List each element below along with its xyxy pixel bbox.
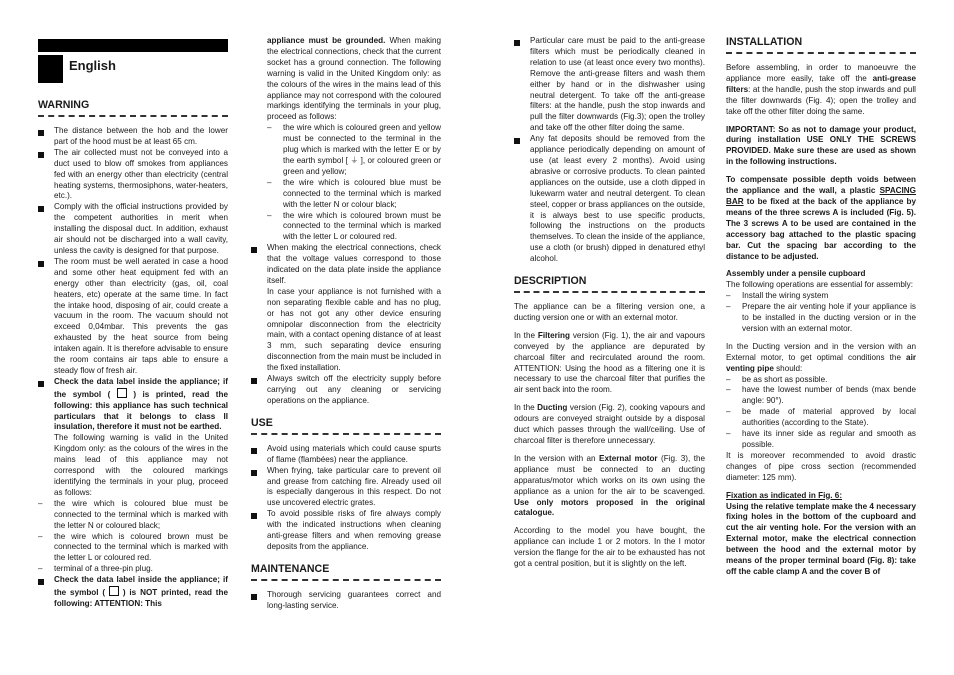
warning-item: The room must be well aerated in case a hood and some other heat equipment fed with an energy other than electricity (gas, oil, coal heaters, etc) operate at the same time. In fact the intake hood, disposing of air, could create a vacuum in the room. The vacuum should not exceed 0,04mbar. This prevents the gas exhausted by the heat source from being intaken again. It is therefore advisable to ensure the room contains air taps able to ensure a steady flow of fresh air.	[38, 257, 228, 377]
desc-text: In the version with an	[514, 453, 600, 463]
fixation-title: Fixation as indicated in Fig. 6:	[726, 490, 843, 500]
spacing-bar-term: SPACING BAR	[726, 186, 916, 206]
maintenance-item: Thorough servicing guarantees correct and long-lasting service.	[251, 590, 441, 612]
desc-text: In the	[514, 330, 538, 340]
header-bar	[38, 39, 228, 52]
desc-term: Ducting	[537, 403, 568, 413]
warning-item: Comply with the official instructions provided by the competent authorities in merit when installing the disposal duct. In addition, exhaust air should not be discharged into a wall cavity, unless the cavity is designed for that purpose.	[38, 202, 228, 257]
desc-text: version (Fig. 1), the air and vapours conveyed by the appliance are depurated by charcoal filter and recirculated around the room. ATTENTION: Using the hood as a filtering one it is necessary to use the charcoal filter that purifies the air sent back into the room.	[514, 330, 705, 395]
ducting-dash: – have its inner side as regular and smooth as possible.	[726, 429, 916, 451]
desc-term: External motor	[599, 453, 658, 463]
ducting-paragraph	[726, 342, 916, 375]
desc-paragraph	[514, 331, 705, 396]
desc-paragraph: According to the model you have bought, the appliance can include 1 or 2 motors. In the I motor version the flange for the air to be exhausted has not got a central position, but it is slightly on the left.	[514, 526, 705, 569]
desc-term: Filtering	[537, 330, 570, 340]
installation-title: INSTALLATION	[726, 36, 803, 48]
column-1	[38, 36, 228, 610]
class2-heading-a: Check the data label inside the appliance; if the symbol (	[54, 376, 228, 399]
earth-dash: – the wire which is coloured brown must be connected to the terminal which is marked with the letter L or coloured red.	[267, 211, 441, 244]
pensile-dash: – Install the wiring system	[726, 291, 916, 302]
class2-symbol-icon	[117, 388, 127, 398]
earth-dash: – the wire which is coloured green and yellow must be connected to the terminal in the plug which is marked with the letter E or by the earth symbol [ ⏚ ], or coloured green or green and yellow;	[267, 123, 441, 178]
use-title: USE	[251, 416, 273, 429]
maintenance-item: Particular care must be paid to the anti-grease filters which must be periodically cleaned in relation to use (at least once every two months). Remove the anti-grease filters and wash them either by hand or in the dishwasher using neutral detergent. To take off the anti-grease filters: at the handle, push the stop inwards and pull the filter downwards (Fig.3); open the trolley and take off the other filter doing the same.	[514, 36, 705, 134]
use-item: To avoid possible risks of fire always comply with the indicated instructions when cleaning anti-grease filters and when removing grease deposits from the appliance.	[251, 509, 441, 553]
ducting-dash: – have the lowest number of bends (max bende angle: 90°).	[726, 385, 916, 407]
not-class2-heading	[38, 575, 228, 610]
important-note: IMPORTANT: So as not to damage your product, during installation USE ONLY THE SCREWS PROVIDED. Make sure these are used as shown in the following instructions.	[726, 124, 916, 167]
section-rule	[38, 115, 228, 117]
maintenance-item: Any fat deposits should be removed from the appliance periodically depending on amount of use (at least every 2 months). Avoid using abrasive or corrosive products. To clean painted appliances on the outside, use a cloth dipped in lukewarm water and neutral detergent. To clean steel, copper or brass appliances on the outside, it is always best to use specific products, following the instructions on the products themselves. To clean the inside of the appliance, use a cloth (or brush) dipped in denatured ethyl alcohol.	[514, 134, 705, 265]
uk-dash: – the wire which is coloured blue must be connected to the terminal which is marked with the letter N or coloured black;	[38, 499, 228, 532]
install-term: anti-grease filters	[726, 73, 916, 94]
language-title: English	[69, 57, 116, 73]
class2-heading	[38, 377, 228, 434]
pensile-title: Assembly under a pensile cupboard	[726, 269, 866, 279]
section-rule	[251, 579, 441, 581]
ducting-dash: – be as short as possible.	[726, 375, 916, 386]
column-4	[726, 36, 916, 578]
switch-off-item: Always switch off the electricity supply before carrying out any cleaning or servicing operations on the appliance.	[251, 374, 441, 407]
class2-symbol-icon	[109, 586, 119, 596]
earth-heading: appliance must be grounded.	[267, 36, 386, 45]
ducting-text: should:	[773, 363, 803, 373]
language-heading	[38, 55, 228, 83]
desc-text: (Fig. 3), the appliance must be connected to an ducting apparatus/motor which works on its own using the appliance as a union for the air to be scavenged.	[514, 453, 705, 496]
desc-text: In the	[514, 403, 538, 413]
pensile-dash: – Prepare the air venting hole if your appliance is to be installed in the ducting version or in the version with an external motor.	[726, 302, 916, 335]
compensate-text: To compensate possible depth voids between the appliance and the wall, a plastic	[726, 175, 916, 196]
compensate-note	[726, 175, 916, 262]
electrical-cont: In case your appliance is not furnished with a non separating flexible cable and has no plug, or has not got any other device ensuring omnipolar disconnection from the electricity main, with a contact opening distance of at least 3 mm, such separating device ensuring disconnection from the main must be included in the fixed installation.	[267, 286, 441, 373]
ducting-term: air venting pipe	[726, 352, 916, 373]
drastic-note: It is moreover recommended to avoid drastic changes of pipe cross section (recommended diameter: 125 mm).	[726, 450, 916, 482]
compensate-text: to be fixed at the back of the appliance by means of the three screws A is included (Fig. 5). The 3 screws A to be used are contained in the accessory bag attached to the plastic spacing bar. Cut the spacing bar according to the distance to be adjusted.	[726, 196, 916, 261]
warning-item: The distance between the hob and the lower part of the hood must be at least 65 cm.	[38, 126, 228, 148]
desc-paragraph	[514, 454, 705, 519]
install-text: Before assembling, in order to manoeuvre the appliance more easily, take off the	[726, 63, 916, 83]
column-3	[514, 36, 705, 570]
warning-item: The air collected must not be conveyed into a duct used to blow off smokes from appliances fed with an energy other than electricity (central heating systems, thermosiphons, water-heaters, etc.).	[38, 148, 228, 203]
class2-heading-b: ) is printed, read the following: this appliance has such technical particulars that it belongs to class II insulation, therefore it must not be earthed.	[54, 389, 228, 432]
desc-paragraph: The appliance can be a filtering version one, a ducting version one or with an external motor.	[514, 302, 705, 322]
language-marker	[38, 55, 63, 83]
column-2	[251, 36, 441, 612]
warning-title: WARNING	[38, 99, 90, 111]
not-class2-a: Check the data label inside the appliance; if the symbol (	[54, 575, 228, 598]
use-item: When frying, take particular care to prevent oil and grease from catching fire. Already used oil is especially dangerous in this respect. Do not use uncovered electric grates.	[251, 466, 441, 510]
desc-term: Use only motors proposed in the original catalogue.	[514, 497, 705, 518]
use-item: Avoid using materials which could cause spurts of flame (flambées) near the appliance.	[251, 444, 441, 466]
section-rule	[726, 52, 916, 54]
section-rule	[514, 291, 705, 293]
desc-paragraph	[514, 403, 705, 447]
section-rule	[251, 433, 441, 435]
electrical-item: When making the electrical connections, check that the voltage values correspond to those indicated on the data plate inside the appliance itself.	[251, 243, 441, 287]
uk-note: The following warning is valid in the United Kingdom only: as the colours of the wires in the mains lead of this appliance may not correspond with the coloured markings identifying the terminals in your plug, proceed as follows:	[54, 433, 228, 497]
earth-dash: – the wire which is coloured blue must be connected to the terminal which is marked with the letter N or colour black;	[267, 178, 441, 211]
uk-dash: – terminal of a three-pin plug.	[38, 564, 228, 575]
description-title: DESCRIPTION	[514, 275, 587, 288]
uk-dash: – the wire which is coloured brown must be connected to the terminal which is marked with the letter L or coloured red.	[38, 532, 228, 565]
desc-text: version (Fig. 2), cooking vapours and odours are conveyed straight outside by a disposal duct which passes through the wall/ceiling. Use of charcoal filter is therefore unnecessary.	[514, 403, 705, 445]
fixation-text: Using the relative template make the 4 necessary fixing holes in the bottom of the cupboard and cut the air venting hole. For the version with an External motor, make the electrical connection between the hood and the external motor by means of the proper terminal board (Fig. 8): take off the cable clamp A and the cover B of	[726, 501, 916, 576]
install-paragraph	[726, 63, 916, 118]
earth-paragraph	[251, 36, 441, 123]
maintenance-title: MAINTENANCE	[251, 562, 330, 575]
pensile-intro: The following operations are essential for assembly:	[726, 280, 913, 290]
ducting-text: In the Ducting version and in the version with an External motor, to get optimal conditions the	[726, 341, 916, 362]
ducting-dash: – be made of material approved by local authorities (according to the State).	[726, 407, 916, 429]
install-text: : at the handle, push the stop inwards and pull the filter downwards (Fig. 4); open the trolley and take off the other filter doing the same.	[726, 84, 916, 116]
not-class2-b: ) is NOT printed, read the following: ATTENTION: This	[54, 588, 228, 608]
earth-text: When making the electrical connections, check that the current socket has a ground connection. The following warning is valid in the United Kingdom only: as the colours of the wires in the mains lead of this appliance may not correspond with the coloured markings identifying the terminals in your plug, proceed as follows:	[267, 36, 441, 122]
